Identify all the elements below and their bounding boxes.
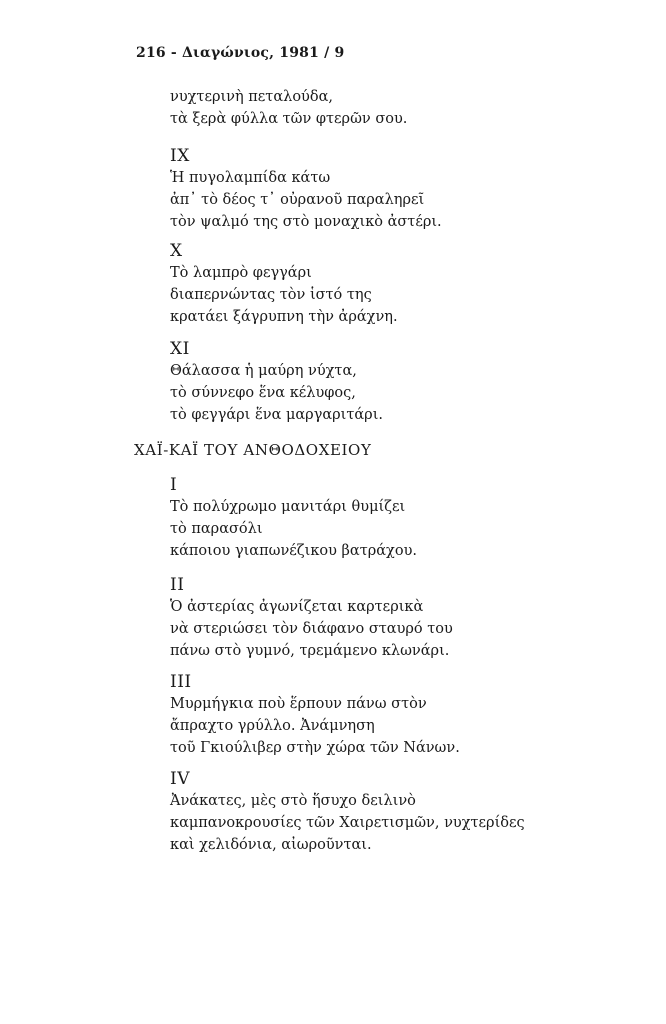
poem-line: τὸν ψαλμό της στὸ μοναχικὸ ἀστέρι.	[170, 214, 442, 230]
section-title: ΧΑΪ-ΚΑΪ ΤΟΥ ΑΝΘΟΔΟΧΕΙΟΥ	[134, 441, 372, 459]
poem-line: Μυρμήγκια ποὺ ἕρπουν πάνω στὸν	[170, 696, 427, 712]
poem-line: καμπανοκρουσίες τῶν Χαιρετισμῶν, νυχτερίδες	[170, 815, 525, 831]
poem-line: ἀπ᾿ τὸ δέος τ᾿ οὐρανοῦ παραληρεῖ	[170, 192, 425, 208]
poem-line: καὶ χελιδόνια, αἰωροῦνται.	[170, 837, 372, 853]
poem-line: πάνω στὸ γυμνό, τρεμάμενο κλωνάρι.	[170, 643, 450, 659]
stanza-ix	[170, 145, 442, 233]
stanza-i	[170, 474, 417, 562]
poem-line: τὸ σύννεφο ἕνα κέλυφος,	[170, 385, 356, 401]
poem-line: Ἀνάκατες, μὲς στὸ ἥσυχο δειλινὸ	[170, 793, 416, 809]
poem-line: Ὁ ἀστερίας ἀγωνίζεται καρτερικὰ	[170, 599, 424, 615]
poem-line: Θάλασσα ἡ μαύρη νύχτα,	[170, 363, 357, 379]
stanza-numeral: III	[170, 672, 192, 692]
stanza-numeral: XI	[170, 339, 190, 359]
poem-line: νυχτερινὴ πεταλούδα,	[170, 89, 333, 105]
poem-line: Ἡ πυγολαμπίδα κάτω	[170, 170, 331, 186]
stanza-numeral: IX	[170, 146, 190, 166]
stanza-numeral: IV	[170, 769, 190, 789]
stanza-ii	[170, 574, 453, 662]
stanza-x	[170, 240, 398, 328]
stanza-numeral: II	[170, 575, 185, 595]
poem-line: τὰ ξερὰ φύλλα τῶν φτερῶν σου.	[170, 111, 408, 127]
poem-line: τὸ παρασόλι	[170, 521, 263, 537]
stanza-iii	[170, 671, 460, 759]
poem-line: διαπερνώντας τὸν ἱστό της	[170, 287, 372, 303]
stanza-continuation	[170, 86, 407, 130]
poem-line: νὰ στεριώσει τὸν διάφανο σταυρό του	[170, 621, 453, 637]
stanza-numeral: X	[170, 241, 183, 261]
running-head: 216 - Διαγώνιος, 1981 / 9	[136, 45, 345, 61]
poem-line: ἄπραχτο γρύλλο. Ἀνάμνηση	[170, 718, 375, 734]
poem-line: τοῦ Γκιούλιβερ στὴν χώρα τῶν Νάνων.	[170, 740, 460, 756]
stanza-numeral: I	[170, 475, 178, 495]
poem-line: Τὸ πολύχρωμο μανιτάρι θυμίζει	[170, 499, 406, 515]
poem-line: Τὸ λαμπρὸ φεγγάρι	[170, 265, 312, 281]
stanza-xi	[170, 338, 383, 426]
poem-line: τὸ φεγγάρι ἕνα μαργαριτάρι.	[170, 407, 384, 423]
poem-line: κάποιου γιαπωνέζικου βατράχου.	[170, 543, 417, 559]
poem-line: κρατάει ξάγρυπνη τὴν ἀράχνη.	[170, 309, 398, 325]
stanza-iv	[170, 768, 525, 856]
